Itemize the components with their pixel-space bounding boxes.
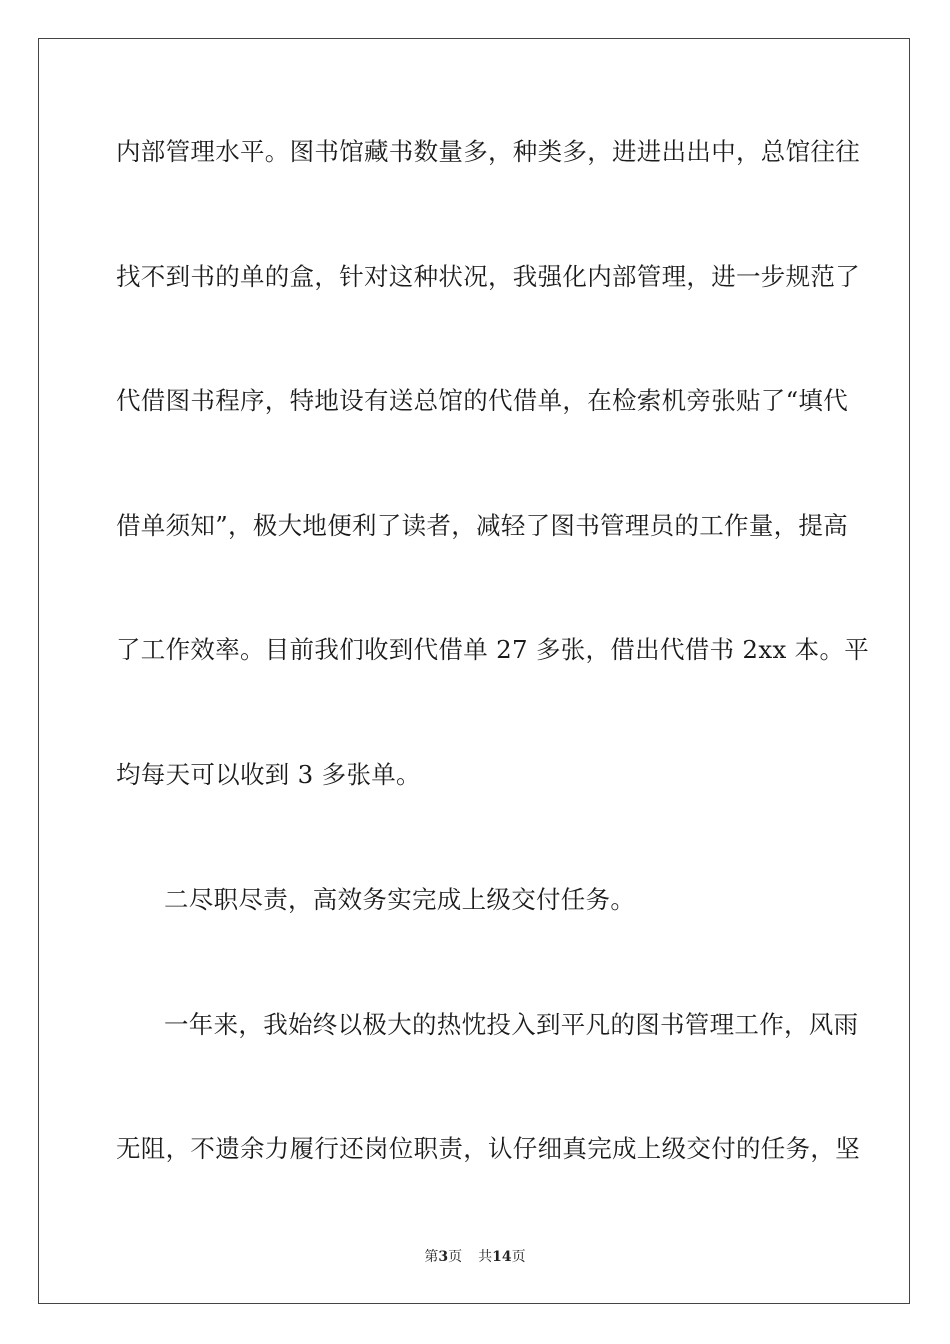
total-suffix: 页 xyxy=(511,1249,526,1265)
section-heading: 二尽职尽责，高效务实完成上级交付任务。 xyxy=(164,885,636,914)
page-suffix: 页 xyxy=(448,1249,463,1265)
paragraph-line-9: 无阻，不遗余力履行还岗位职责，认仔细真完成上级交付的任务，坚 xyxy=(116,1134,860,1163)
paragraph-line-1: 内部管理水平。图书馆藏书数量多，种类多，进进出出中，总馆往往 xyxy=(116,137,860,166)
page-prefix: 第 xyxy=(424,1249,439,1265)
paragraph-line-2: 找不到书的单的盒，针对这种状况，我强化内部管理，进一步规范了 xyxy=(116,262,860,291)
paragraph-line-3: 代借图书程序，特地设有送总馆的代借单，在检索机旁张贴了“填代 xyxy=(116,386,849,415)
paragraph-line-6: 均每天可以收到 3 多张单。 xyxy=(116,760,421,789)
page-border xyxy=(38,38,910,1304)
page-number: 3 xyxy=(438,1249,449,1265)
paragraph-line-8: 一年来，我始终以极大的热忱投入到平凡的图书管理工作，风雨 xyxy=(164,1010,859,1039)
paragraph-line-4: 借单须知”，极大地便利了读者，减轻了图书管理员的工作量，提高 xyxy=(116,511,849,540)
total-prefix: 共 xyxy=(478,1249,493,1265)
page-footer xyxy=(0,1248,950,1266)
total-pages: 14 xyxy=(492,1249,512,1265)
paragraph-line-5: 了工作效率。目前我们收到代借单 27 多张，借出代借书 2xx 本。平 xyxy=(116,635,870,664)
